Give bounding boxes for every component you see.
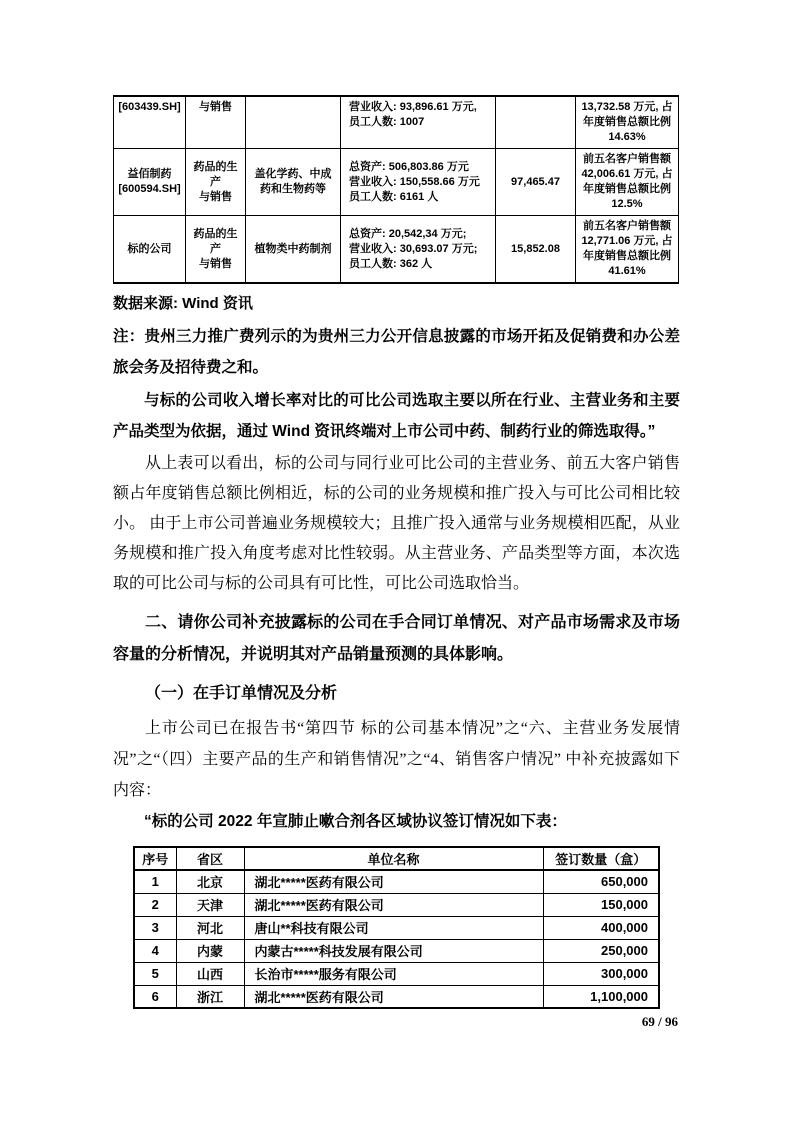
- cell-top5-customer-sales: 前五名客户销售额 42,006.61 万元, 占 年度销售总额比例 12.5%: [576, 149, 679, 216]
- cell-promo-expense: 97,465.47: [496, 149, 576, 216]
- cell-province: 浙江: [176, 985, 244, 1008]
- cell-unit-name: 内蒙古*****科技发展有限公司: [244, 939, 543, 962]
- cell-product-type: 盖化学药、中成 药和生物药等: [246, 149, 341, 216]
- cell-quantity: 650,000: [543, 870, 659, 893]
- table-row: [134, 916, 659, 939]
- table-row-target-company: [114, 216, 679, 284]
- cell-product-type: 植物类中药制剂: [246, 216, 341, 284]
- table-header-row: [134, 847, 659, 870]
- cell-top5-customer-sales: 前五名客户销售额 12,771.06 万元, 占 年度销售总额比例 41.61%: [576, 216, 679, 284]
- cell-province: 天津: [176, 893, 244, 916]
- cell-index: 2: [134, 893, 176, 916]
- quoted-table-intro: “标的公司 2022 年宣肺止嗽合剂各区域协议签订情况如下表：: [144, 813, 567, 830]
- table-row: [134, 985, 659, 1008]
- cell-province: 北京: [176, 870, 244, 893]
- page-number: 69 / 96: [641, 1014, 678, 1029]
- cell-company-code: 标的公司: [114, 216, 186, 284]
- table-row: [134, 962, 659, 985]
- disclosure-paragraph: 上市公司已在报告书“第四节 标的公司基本情况”之“六、主营业务发展情况”之“（四）主要产品的生产和销售情况”之“4、销售客户情况” 中补充披露如下内容：: [113, 720, 680, 799]
- cell-quantity: 1,100,000: [543, 985, 659, 1008]
- cell-unit-name: 长治市*****服务有限公司: [244, 962, 543, 985]
- col-header-quantity: 签订数量（盒）: [543, 847, 659, 870]
- cell-product-type: [246, 96, 341, 149]
- col-header-index: 序号: [134, 847, 176, 870]
- footnote: 注：贵州三力推广费列示的为贵州三力公开信息披露的市场开拓及促销费和办公差旅会务及招待费之和。: [113, 328, 680, 376]
- col-header-province: 省区: [176, 847, 244, 870]
- col-header-unit-name: 单位名称: [244, 847, 543, 870]
- cell-main-business: 药品的生产 与销售: [186, 149, 246, 216]
- cell-unit-name: 唐山**科技有限公司: [244, 916, 543, 939]
- cell-index: 6: [134, 985, 176, 1008]
- cell-financials: 总资产: 506,803.86 万元 营业收入: 150,558.66 万元 员工人数: 6161 人: [341, 149, 496, 216]
- cell-company-code: 益佰制药 [600594.SH]: [114, 149, 186, 216]
- analysis-paragraph: 从上表可以看出，标的公司与同行业可比公司的主营业务、前五大客户销售额占年度销售总额比例相近，标的公司的业务规模和推广投入与可比公司相比较小。 由于上市公司普遍业务规模较大；且推广投入通常与业务规模相匹配，从业务规模和推广投入角度考虑对比性较弱。从主营业务、产品类型等方面，本次选取的可比公司与标的公司具有可比性，可比公司选取恰当。: [113, 455, 680, 592]
- cell-province: 内蒙: [176, 939, 244, 962]
- cell-unit-name: 湖北*****医药有限公司: [244, 985, 543, 1008]
- page-content: [113, 95, 680, 1009]
- cell-quantity: 250,000: [543, 939, 659, 962]
- cell-promo-expense: [496, 96, 576, 149]
- data-source-note: 数据来源: Wind 资讯: [113, 295, 253, 312]
- cell-index: 3: [134, 916, 176, 939]
- cell-unit-name: 湖北*****医药有限公司: [244, 893, 543, 916]
- cell-financials: 总资产: 20,542,34 万元; 营业收入: 30,693.07 万元; 员工人数: 362 人: [341, 216, 496, 284]
- subsection-heading-1: （一）在手订单情况及分析: [145, 685, 338, 702]
- table-row: [134, 939, 659, 962]
- cell-unit-name: 湖北*****医药有限公司: [244, 870, 543, 893]
- cell-province: 河北: [176, 916, 244, 939]
- cell-quantity: 400,000: [543, 916, 659, 939]
- cell-promo-expense: 15,852.08: [496, 216, 576, 284]
- cell-main-business: 与销售: [186, 96, 246, 149]
- cell-index: 5: [134, 962, 176, 985]
- cell-main-business: 药品的生产 与销售: [186, 216, 246, 284]
- regional-orders-table: [133, 846, 660, 1009]
- table-row: [134, 870, 659, 893]
- cell-province: 山西: [176, 962, 244, 985]
- comparable-companies-table: [113, 95, 679, 284]
- table-row-yibai: [114, 149, 679, 216]
- cell-financials: 营业收入: 93,896.61 万元, 员工人数: 1007: [341, 96, 496, 149]
- cell-company-code: [603439.SH]: [114, 96, 186, 149]
- cell-index: 4: [134, 939, 176, 962]
- cell-quantity: 150,000: [543, 893, 659, 916]
- cell-quantity: 300,000: [543, 962, 659, 985]
- table-row: [134, 893, 659, 916]
- table-row-continued: [114, 96, 679, 149]
- quoted-passage: 与标的公司收入增长率对比的可比公司选取主要以所在行业、主营业务和主要产品类型为依据，通过 Wind 资讯终端对上市公司中药、制药行业的筛选取得。”: [113, 392, 680, 440]
- cell-index: 1: [134, 870, 176, 893]
- section-heading-2: 二、请你公司补充披露标的公司在手合同订单情况、对产品市场需求及市场容量的分析情况，并说明其对产品销量预测的具体影响。: [113, 614, 680, 663]
- cell-top5-customer-sales: 13,732.58 万元, 占 年度销售总额比例 14.63%: [576, 96, 679, 149]
